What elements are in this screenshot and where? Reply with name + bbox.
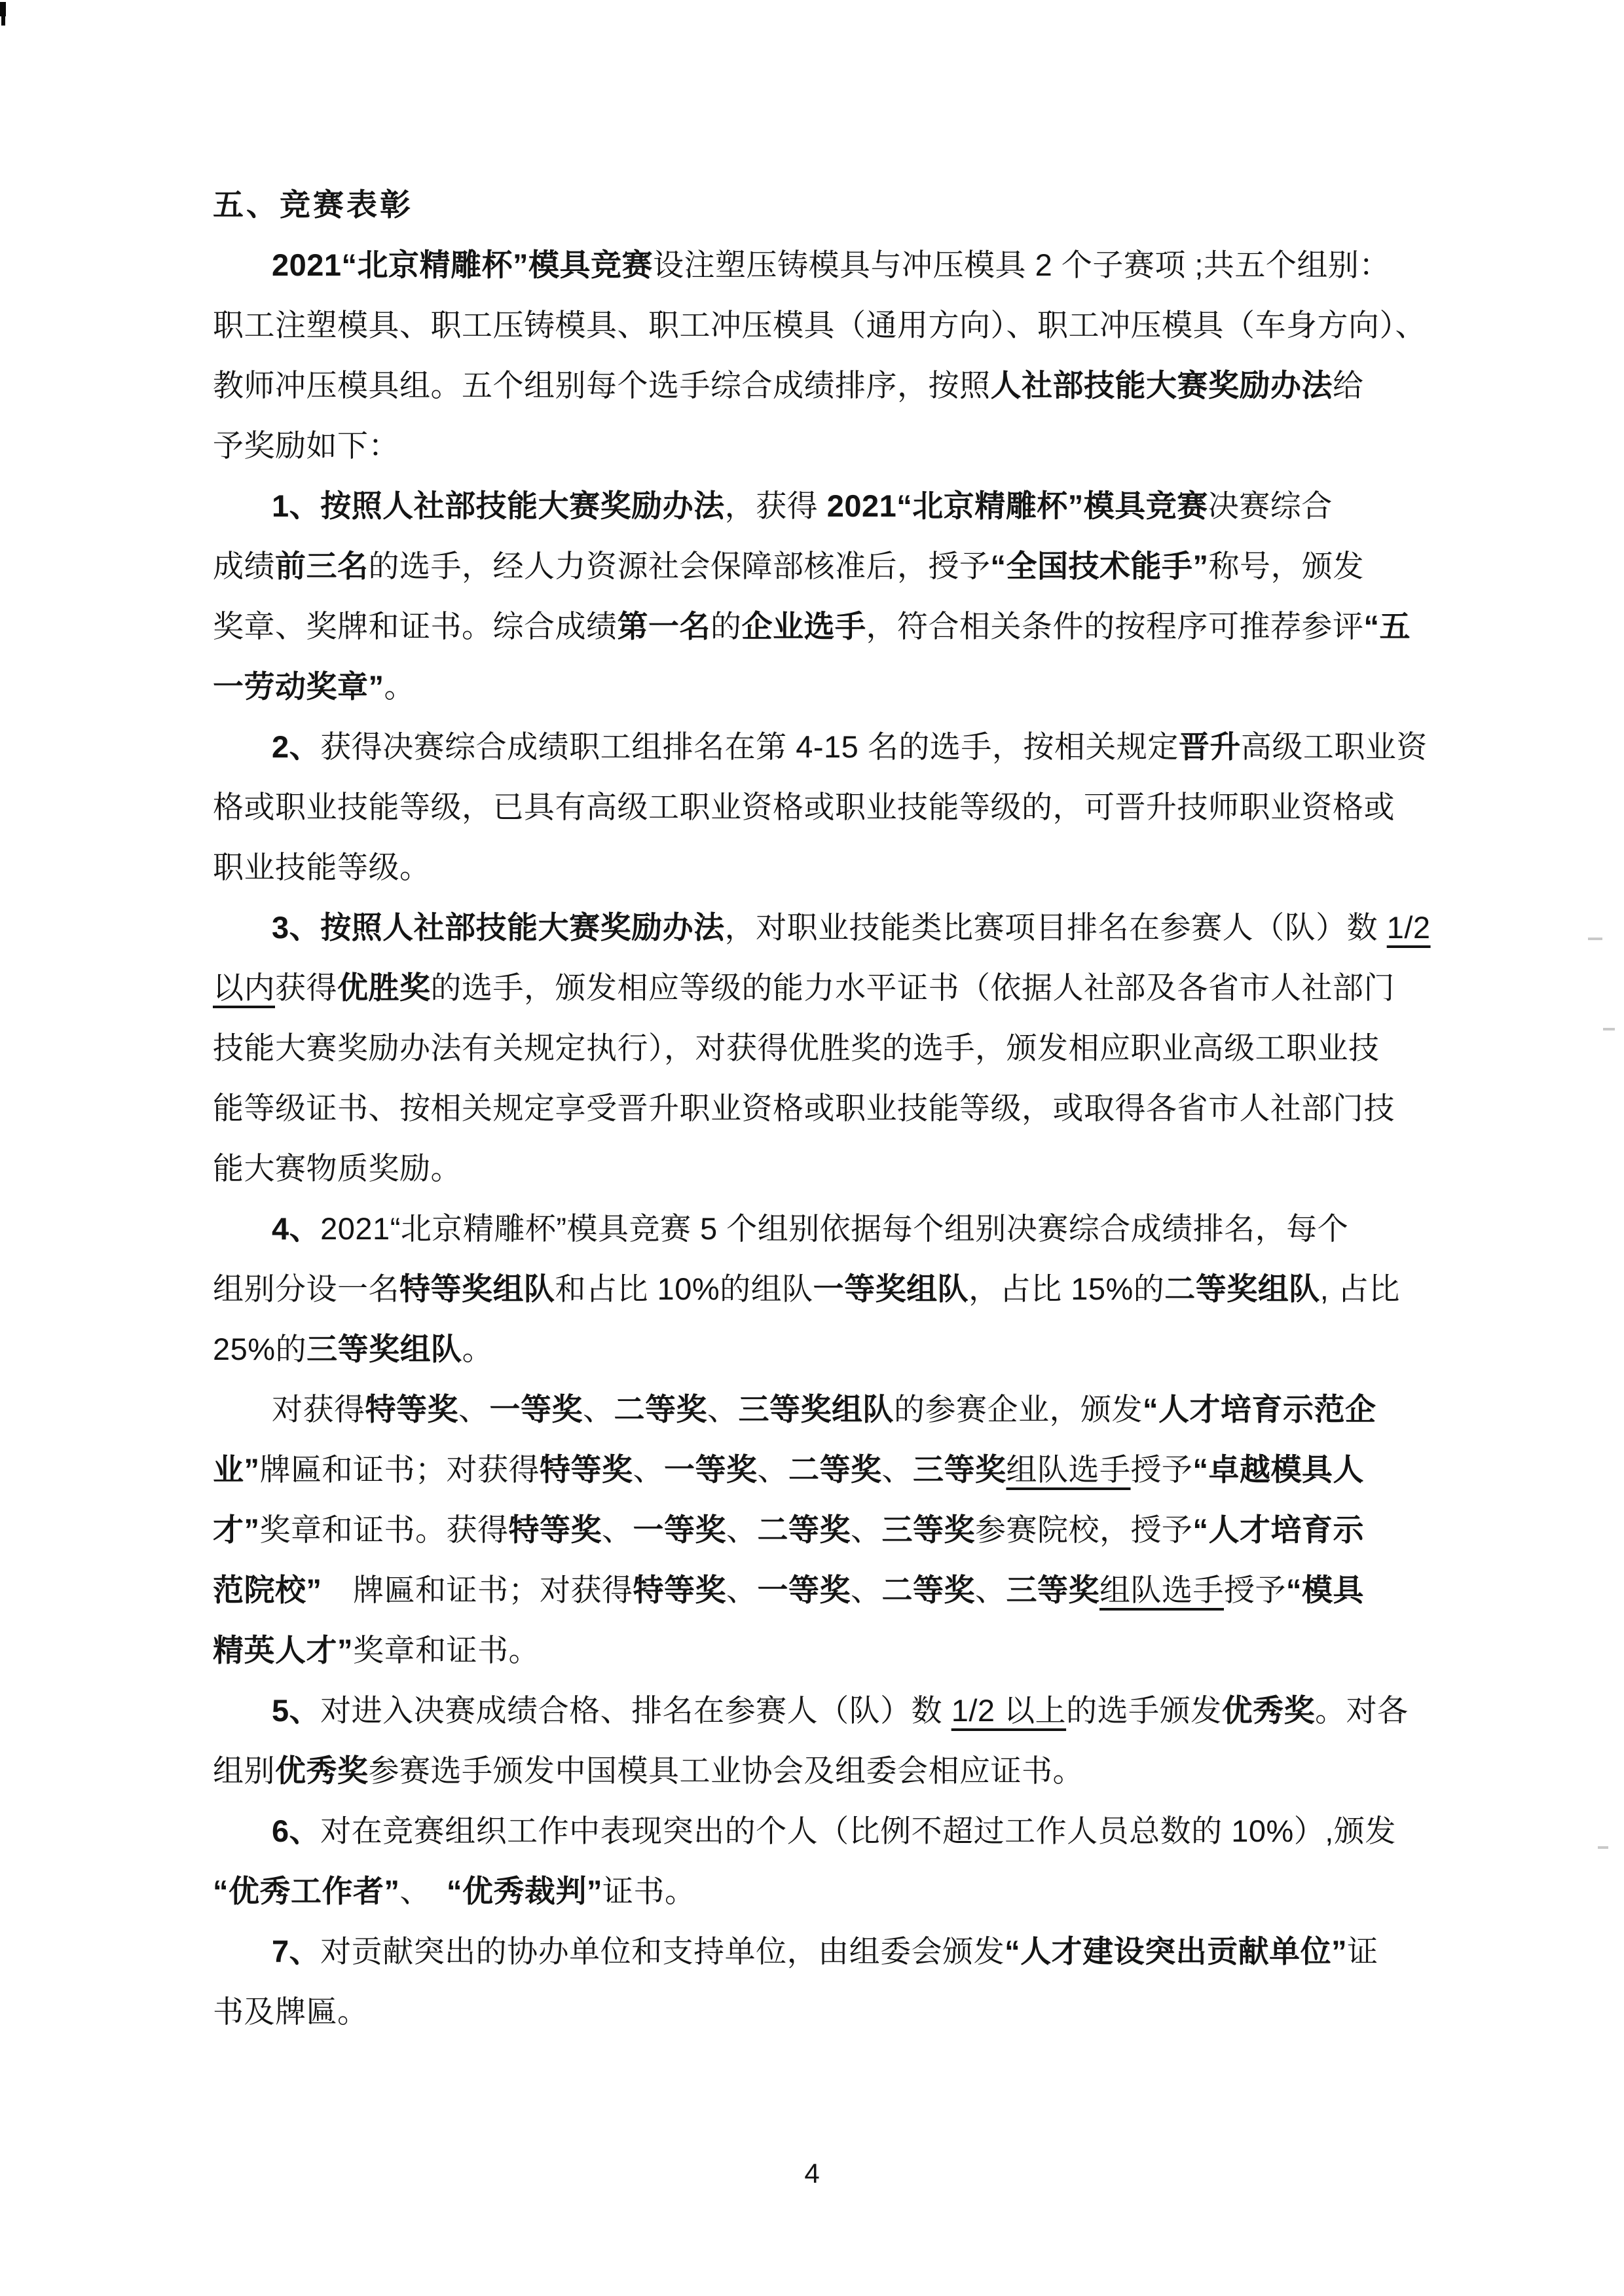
bold-text: 2、	[272, 729, 321, 764]
underlined-text: 以内	[213, 970, 275, 1005]
bold-text: “五	[1363, 609, 1411, 644]
body-text: 、	[851, 1512, 882, 1547]
body-text: , 占比	[1320, 1271, 1400, 1306]
body-text: 、	[399, 1874, 447, 1908]
body-text: 组别	[213, 1753, 275, 1788]
bold-text: 二等奖	[757, 1512, 851, 1547]
bold-text: 二等奖	[881, 1573, 975, 1607]
body-text: 组别分设一名	[213, 1271, 399, 1306]
text-line	[213, 1922, 1448, 1982]
text-line	[213, 837, 1448, 898]
text-line	[213, 1620, 1448, 1681]
body-text: 职工注塑模具、职工压铸模具、职工冲压模具（通用方向）、职工冲压模具（车身方向）、	[213, 308, 1426, 342]
body-text: 。	[384, 669, 415, 704]
body-text: 、	[757, 1452, 788, 1487]
body-text: 奖章、奖牌和证书。综合成绩	[213, 609, 618, 644]
scan-speck	[1598, 1846, 1608, 1849]
text-line	[213, 958, 1448, 1018]
bold-text: “全国技术能手”	[990, 549, 1209, 583]
text-line	[213, 777, 1448, 837]
text-line	[213, 717, 1448, 777]
body-text: 。对各	[1315, 1693, 1409, 1728]
body-text: 格或职业技能等级，已具有高级工职业资格或职业技能等级的，可晋升技师职业资格或	[213, 790, 1395, 824]
bold-text: 二等奖组队	[1164, 1271, 1320, 1306]
body-text: 获得	[275, 970, 337, 1005]
text-line	[213, 1078, 1448, 1139]
body-text: 、	[707, 1392, 739, 1427]
body-text: 对在竞赛组织工作中表现突出的个人（比例不超过工作人员总数的 10%）,颁发	[320, 1813, 1396, 1848]
scan-artifact	[0, 2, 6, 16]
bold-text: 三等奖组队	[738, 1392, 894, 1427]
bold-text: 三等奖	[913, 1452, 1006, 1487]
body-text: 决赛综合	[1208, 488, 1333, 523]
body-text: ，获得	[724, 488, 827, 523]
bold-text: 一等奖	[489, 1392, 583, 1427]
bold-text: “卓越模具人	[1192, 1452, 1364, 1487]
body-text: 。	[462, 1332, 494, 1366]
body-text: 能大赛物质奖励。	[213, 1151, 462, 1186]
body-text: 能等级证书、按相关规定享受晋升职业资格或职业技能等级，或取得各省市人社部门技	[213, 1091, 1395, 1125]
body-text: 、	[583, 1392, 614, 1427]
body-text: 、	[602, 1512, 633, 1547]
underlined-text: 1/2 以上	[951, 1693, 1067, 1728]
body-text: 对贡献突出的协办单位和支持单位，由组委会颁发	[320, 1934, 1005, 1969]
text-line	[213, 657, 1448, 717]
body-text: 设注塑压铸模具与冲压模具 2 个子赛项 ;共五个组别：	[653, 247, 1390, 282]
body-text: 高级工职业资	[1240, 729, 1428, 764]
body-text: 、	[726, 1573, 758, 1607]
bold-text: “优秀裁判”	[447, 1874, 602, 1908]
body-text: 奖章和证书。获得	[259, 1512, 509, 1547]
body-text: 技能大赛奖励办法有关规定执行），对获得优胜奖的选手，颁发相应职业高级工职业技	[213, 1030, 1380, 1065]
bold-text: 7、	[272, 1934, 321, 1969]
scan-artifact	[1, 16, 5, 26]
bold-text: 范院校”	[213, 1573, 322, 1607]
body-text: 、	[975, 1573, 1006, 1607]
body-text: 授予	[1224, 1573, 1286, 1607]
body-text: 成绩	[213, 549, 275, 583]
body-text: 、	[881, 1452, 913, 1487]
body-text: 和占比 10%的组队	[555, 1271, 813, 1306]
text-line	[213, 1741, 1448, 1801]
text-line	[213, 1801, 1448, 1861]
body-text: ，符合相关条件的按程序可推荐参评	[866, 609, 1364, 644]
body-text: 2021“北京精雕杯”模具竞赛 5 个组别依据每个组别决赛综合成绩排名，每个	[320, 1211, 1349, 1246]
bold-text: 6、	[272, 1813, 321, 1848]
bold-text: “人才培育示	[1192, 1512, 1364, 1547]
body-text: 的选手颁发	[1066, 1693, 1222, 1728]
bold-text: 2021“北京精雕杯”模具竞赛	[272, 247, 654, 282]
bold-text: 第一名	[617, 609, 710, 644]
text-line	[213, 416, 1448, 476]
body-text: 称号，颁发	[1208, 549, 1364, 583]
body-text: 给	[1333, 368, 1364, 403]
bold-text: 特等奖	[633, 1573, 726, 1607]
bold-text: 5、	[272, 1693, 321, 1728]
bold-text: 特等奖组队	[399, 1271, 555, 1306]
body-text: 、	[633, 1452, 664, 1487]
body-text: 的选手，经人力资源社会保障部核准后，授予	[368, 549, 991, 583]
body-text: 书及牌匾。	[213, 1994, 369, 2029]
bold-text: “优秀工作者”	[213, 1874, 400, 1908]
bold-text: 4、	[272, 1211, 321, 1246]
page-number: 4	[804, 2158, 820, 2189]
bold-text: 一等奖组队	[813, 1271, 969, 1306]
body-text: ，占比 15%的	[969, 1271, 1165, 1306]
body-text: 获得决赛综合成绩职工组排名在第 4-15 名的选手，按相关规定	[320, 729, 1179, 764]
bold-text: 优秀奖	[1221, 1693, 1316, 1728]
text-line	[213, 476, 1448, 536]
body-text: 的参赛企业，颁发	[894, 1392, 1143, 1427]
bold-text: 人社部技能大赛奖励办法	[990, 368, 1333, 403]
body-text: 的选手，颁发相应等级的能力水平证书（依据人社部及各省市人社部门	[430, 970, 1395, 1005]
bold-text: 企业选手	[741, 609, 866, 644]
text-line	[213, 1018, 1448, 1078]
body-text: 25%的	[213, 1332, 307, 1366]
bold-text: “模具	[1286, 1573, 1364, 1607]
bold-text: 特等奖	[540, 1452, 633, 1487]
bold-text: 一等奖	[664, 1452, 758, 1487]
text-line	[213, 295, 1448, 355]
body-text: 、	[458, 1392, 490, 1427]
scan-speck	[1588, 938, 1602, 940]
text-line	[213, 1982, 1448, 2042]
body-text: 予奖励如下：	[213, 428, 399, 463]
text-line	[213, 1440, 1448, 1500]
text-line	[213, 1500, 1448, 1560]
bold-text: 业”	[213, 1452, 260, 1487]
bold-text: 2021“北京精雕杯”模具竞赛	[826, 488, 1208, 523]
body-text: 证书。	[602, 1874, 696, 1908]
scan-speck	[1603, 1028, 1615, 1030]
body-text: 参赛选手颁发中国模具工业协会及组委会相应证书。	[368, 1753, 1084, 1788]
body-text: 、	[726, 1512, 758, 1547]
body-text: 授予	[1130, 1452, 1193, 1487]
body-text: 奖章和证书。	[353, 1633, 540, 1667]
bold-text: 才”	[213, 1512, 260, 1547]
bold-text: 三等奖	[1006, 1573, 1099, 1607]
section-heading	[213, 175, 1448, 235]
text-line	[213, 1139, 1448, 1199]
text-line	[213, 1319, 1448, 1379]
bold-text: 晋升	[1178, 729, 1241, 764]
bold-text: 1、按照人社部技能大赛奖励办法	[272, 488, 725, 523]
text-line	[213, 1259, 1448, 1319]
bold-text: 前三名	[275, 549, 369, 583]
bold-text: 三等奖组队	[306, 1332, 462, 1366]
body-text: 牌匾和证书；对获得	[322, 1573, 633, 1607]
body-text: 职业技能等级。	[213, 850, 431, 884]
body-text: 参赛院校，授予	[975, 1512, 1193, 1547]
bold-text: 3、按照人社部技能大赛奖励办法	[272, 910, 725, 945]
text-line	[213, 1861, 1448, 1922]
underlined-text: 1/2	[1386, 910, 1431, 945]
text-line	[213, 355, 1448, 416]
body-text: 对进入决赛成绩合格、排名在参赛人（队）数	[320, 1693, 951, 1728]
text-line	[213, 1560, 1448, 1620]
text-line	[213, 536, 1448, 596]
text-line	[213, 1681, 1448, 1741]
bold-text: 五、竞赛表彰	[213, 187, 413, 222]
bold-text: 一等奖	[757, 1573, 851, 1607]
body-text: 牌匾和证书；对获得	[259, 1452, 540, 1487]
bold-text: 二等奖	[614, 1392, 707, 1427]
text-line	[213, 1199, 1448, 1259]
text-line	[213, 898, 1448, 958]
bold-text: 特等奖	[365, 1392, 458, 1427]
body-text: 证	[1347, 1934, 1378, 1969]
bold-text: 优胜奖	[337, 970, 431, 1005]
document-lines	[213, 175, 1448, 2042]
bold-text: “人才建设突出贡献单位”	[1005, 1934, 1348, 1969]
bold-text: 一劳动奖章”	[213, 669, 384, 704]
underlined-text: 组队选手	[1099, 1573, 1224, 1607]
bold-text: 精英人才”	[213, 1633, 353, 1667]
text-line	[213, 596, 1448, 657]
body-text: 教师冲压模具组。五个组别每个选手综合成绩排序，按照	[213, 368, 991, 403]
body-text: 的	[710, 609, 742, 644]
text-line	[213, 1379, 1448, 1440]
bold-text: “人才培育示范企	[1143, 1392, 1376, 1427]
body-text: 对获得	[272, 1392, 365, 1427]
bold-text: 一等奖	[633, 1512, 726, 1547]
body-text: 、	[851, 1573, 882, 1607]
body-text: ，对职业技能类比赛项目排名在参赛人（队）数	[724, 910, 1387, 945]
bold-text: 优秀奖	[275, 1753, 369, 1788]
bold-text: 二等奖	[788, 1452, 882, 1487]
text-line	[213, 235, 1448, 295]
bold-text: 特等奖	[508, 1512, 602, 1547]
bold-text: 三等奖	[881, 1512, 975, 1547]
underlined-text: 组队选手	[1006, 1452, 1131, 1487]
